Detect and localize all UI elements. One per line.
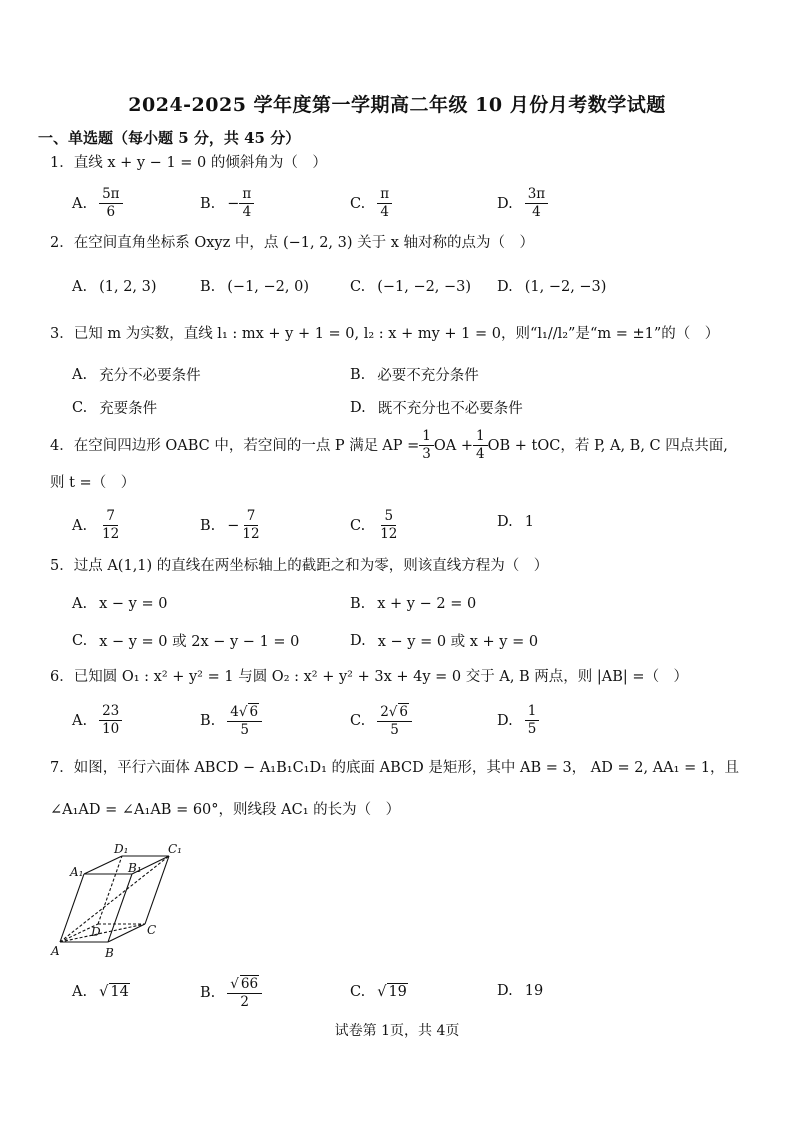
question-1-stem: 1．直线 x + y − 1 = 0 的倾斜角为（ ） bbox=[50, 155, 327, 171]
question-7-option-b[interactable]: B. $\frac{√ 66}{2}$ bbox=[200, 975, 262, 1011]
label-b: B bbox=[105, 946, 114, 960]
question-4-stem-line2: 则 t =（ ） bbox=[50, 475, 136, 491]
question-2-option-a[interactable]: A. (1, 2, 3) bbox=[72, 279, 157, 295]
question-4-option-d[interactable]: D. 1 bbox=[497, 514, 534, 530]
parallelepiped-figure bbox=[48, 838, 198, 966]
question-6-option-c[interactable]: C. $\frac{2√ 6}{5}$ bbox=[350, 703, 412, 739]
question-1-option-a[interactable]: A. $\frac{5\pi}{6}$ bbox=[72, 186, 123, 221]
label-b1: B₁ bbox=[128, 861, 142, 875]
question-7-stem-line2: ∠A₁AD = ∠A₁AB = 60°，则线段 AC₁ 的长为（ ） bbox=[50, 802, 401, 818]
question-3-option-b[interactable]: B. 必要不充分条件 bbox=[350, 366, 479, 384]
question-1-option-d[interactable]: D. $\frac{3\pi}{4}$ bbox=[497, 186, 548, 221]
question-7-option-d[interactable]: D. 19 bbox=[497, 983, 544, 999]
question-1-option-b[interactable]: B. − $\frac{\pi}{4}$ bbox=[200, 186, 254, 221]
label-a: A bbox=[51, 944, 60, 958]
question-2-option-b[interactable]: B. (−1, −2, 0) bbox=[200, 279, 309, 295]
question-2-stem: 2．在空间直角坐标系 Oxyz 中，点 (−1, 2, 3) 关于 x 轴对称的点为（ ） bbox=[50, 235, 535, 251]
label-c: C bbox=[147, 923, 157, 937]
question-4-option-b[interactable]: B. − $\frac{7}{12}$ bbox=[200, 508, 260, 542]
question-4-option-c[interactable]: C. $\frac{5}{12}$ bbox=[350, 508, 398, 542]
question-6-option-a[interactable]: A. $\frac{23}{10}$ bbox=[72, 703, 122, 738]
question-3-option-d[interactable]: D. 既不充分也不必要条件 bbox=[350, 399, 523, 417]
label-d1: D₁ bbox=[114, 842, 129, 856]
question-3-option-c[interactable]: C. 充要条件 bbox=[72, 399, 158, 417]
question-5-stem: 5．过点 A(1,1) 的直线在两坐标轴上的截距之和为零，则该直线方程为（ ） bbox=[50, 558, 549, 574]
label-a1: A₁ bbox=[70, 865, 84, 879]
question-5-option-c[interactable]: C. x − y = 0 或 2x − y − 1 = 0 bbox=[72, 632, 300, 650]
section-heading: 一、单选题（每小题 5 分，共 45 分） bbox=[38, 129, 301, 147]
label-c1: C₁ bbox=[168, 842, 182, 856]
question-5-option-a[interactable]: A. x − y = 0 bbox=[72, 596, 168, 612]
question-3-stem: 3．已知 m 为实数，直线 l₁ : mx + y + 1 = 0, l₂ : x + my + 1 = 0，则“l₁//l₂”是“m = ±1”的（ ） bbox=[50, 326, 720, 342]
question-2-option-d[interactable]: D. (1, −2, −3) bbox=[497, 279, 607, 295]
question-6-option-d[interactable]: D. $\frac{1}{5}$ bbox=[497, 703, 539, 738]
label-d: D bbox=[91, 925, 101, 939]
question-6-stem: 6．已知圆 O₁ : x² + y² = 1 与圆 O₂ : x² + y² + 3x + 4y = 0 交于 A, B 两点，则 |AB| =（ ） bbox=[50, 669, 689, 685]
question-5-option-b[interactable]: B. x + y − 2 = 0 bbox=[350, 596, 477, 612]
question-7-option-a[interactable]: A. √ 14 bbox=[72, 983, 129, 1000]
question-7-option-c[interactable]: C. √ 19 bbox=[350, 983, 407, 1000]
question-6-option-b[interactable]: B. $\frac{4√ 6}{5}$ bbox=[200, 703, 262, 739]
question-4-stem: 4．在空间四边形 OABC 中，若空间的一点 P 满足 AP = $\frac{1}{3}$ OA + $\frac{1}{4}$ OB + tOC，若 P, A, B, C 四点共面, bbox=[50, 428, 728, 462]
question-7-stem: 7．如图，平行六面体 ABCD − A₁B₁C₁D₁ 的底面 ABCD 是矩形，其中 AB = 3， AD = 2, AA₁ = 1，且 bbox=[50, 760, 740, 776]
question-2-option-c[interactable]: C. (−1, −2, −3) bbox=[350, 279, 472, 295]
page-footer: 试卷第 1页，共 4页 bbox=[334, 1023, 460, 1039]
question-5-option-d[interactable]: D. x − y = 0 或 x + y = 0 bbox=[350, 632, 539, 650]
question-4-option-a[interactable]: A. $\frac{7}{12}$ bbox=[72, 508, 120, 542]
question-3-option-a[interactable]: A. 充分不必要条件 bbox=[72, 366, 201, 384]
question-1-option-c[interactable]: C. $\frac{\pi}{4}$ bbox=[350, 186, 392, 221]
page-title: 2024-2025 学年度第一学期高二年级 10 月份月考数学试题 bbox=[128, 94, 666, 116]
